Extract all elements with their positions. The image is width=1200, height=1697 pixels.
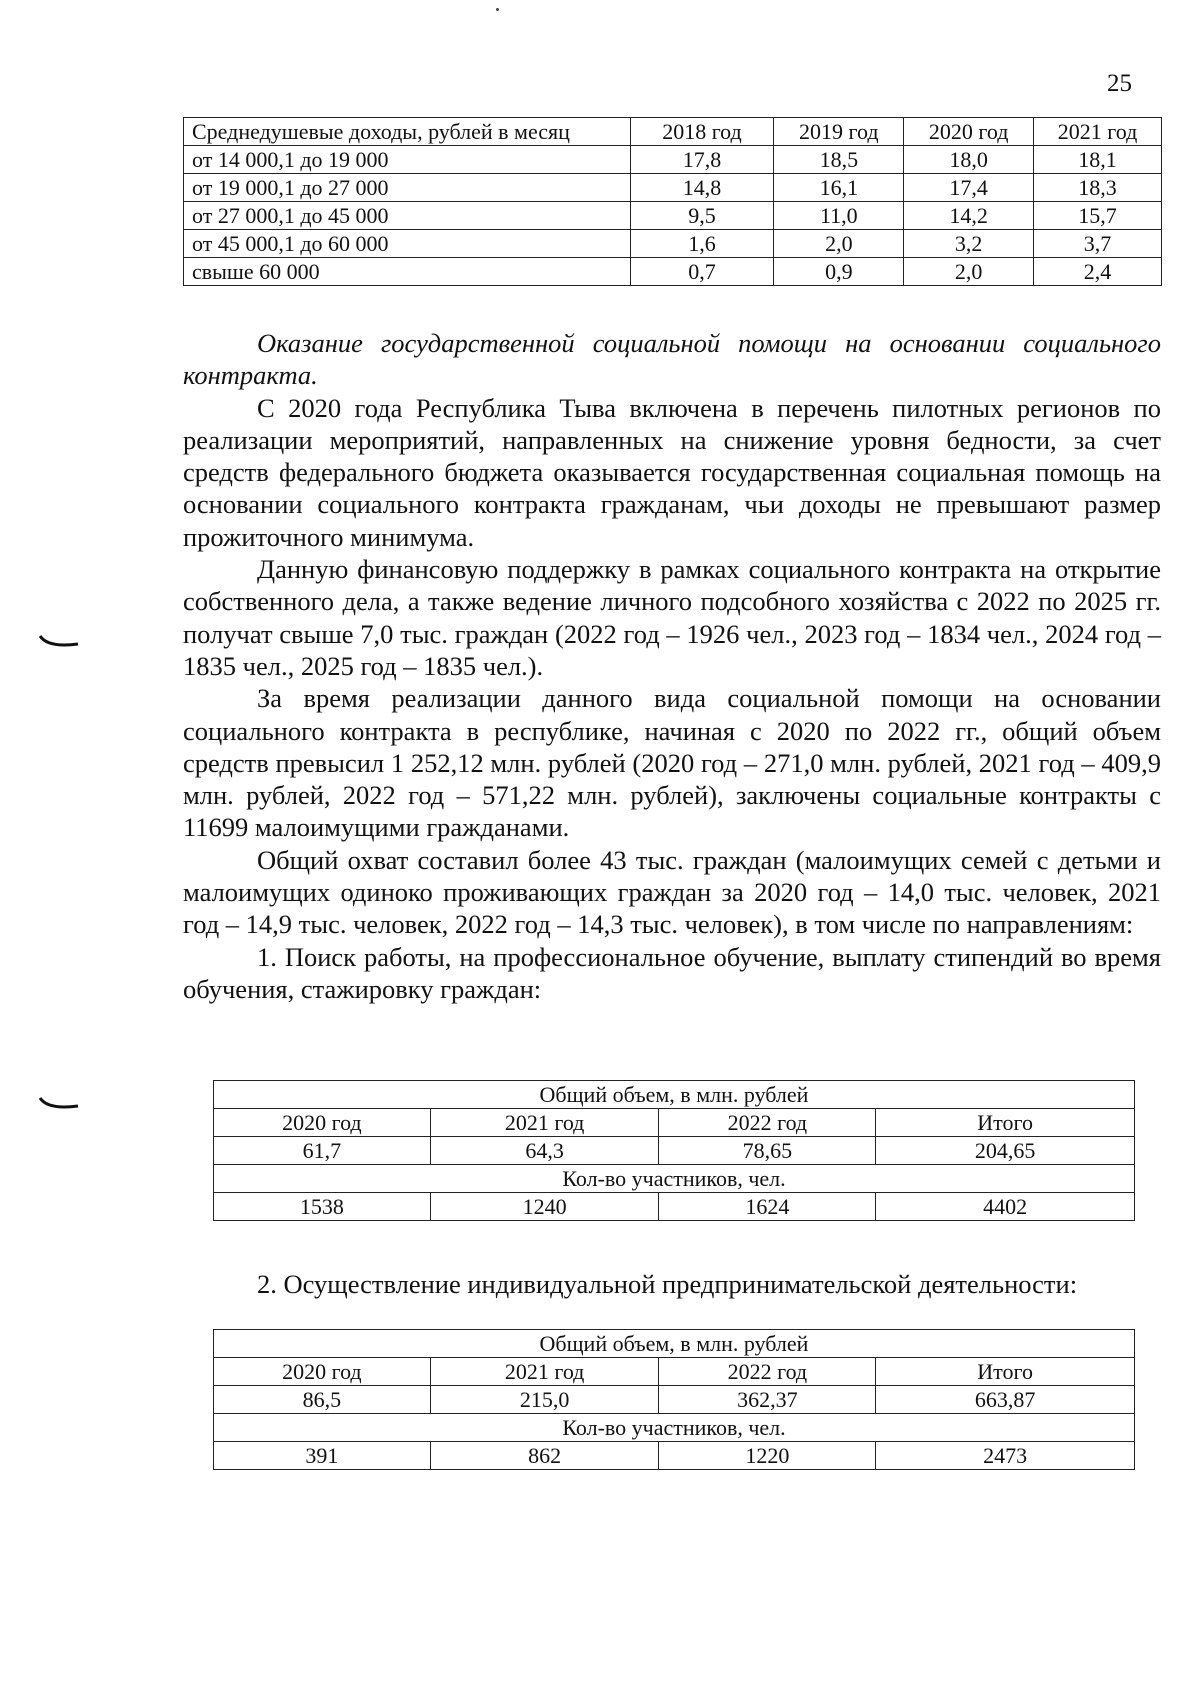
volume-header-cell: Общий объем, в млн. рублей: [214, 1081, 1135, 1109]
table-row: [184, 146, 1162, 174]
value-cell: 1220: [659, 1442, 876, 1470]
table-row: [184, 202, 1162, 230]
value-cell: 1538: [214, 1193, 431, 1221]
value-cell: 16,1: [774, 174, 904, 202]
table-header-row: [184, 118, 1162, 146]
total-header-cell: Итого: [876, 1109, 1135, 1137]
value-cell: 17,8: [630, 146, 774, 174]
total-cell: 204,65: [876, 1137, 1135, 1165]
entrepreneurship-table: [213, 1329, 1135, 1470]
value-cell: 2,4: [1034, 258, 1162, 286]
value-cell: 64,3: [430, 1137, 659, 1165]
value-cell: 391: [214, 1442, 431, 1470]
table-row: [214, 1358, 1135, 1386]
income-range-cell: свыше 60 000: [184, 258, 631, 286]
value-cell: 1,6: [630, 230, 774, 258]
header-cell: 2019 год: [774, 118, 904, 146]
year-header-cell: 2020 год: [214, 1358, 431, 1386]
year-header-cell: 2021 год: [430, 1109, 659, 1137]
income-range-cell: от 14 000,1 до 19 000: [184, 146, 631, 174]
page-number: 25: [1107, 70, 1132, 97]
value-cell: 2,0: [774, 230, 904, 258]
paragraph: Данную финансовую поддержку в рамках социального контракта на открытие собственного дела, а также ведение личного подсобного хозяйства с 2022 по 2025 гг. получат свыше 7,0 тыс. граждан (2022 год – 1926 чел., 2023 год – 1834 чел., 2024 год – 1835 чел., 2025 год – 1835 чел.).: [183, 554, 1161, 681]
value-cell: 9,5: [630, 202, 774, 230]
year-header-cell: 2021 год: [430, 1358, 659, 1386]
table-row: [214, 1386, 1135, 1414]
section-title: Оказание государственной социальной помощи на основании социального контракта.: [183, 328, 1161, 391]
value-cell: 14,2: [904, 202, 1034, 230]
total-header-cell: Итого: [876, 1358, 1135, 1386]
table-row: [214, 1109, 1135, 1137]
value-cell: 18,5: [774, 146, 904, 174]
value-cell: 18,3: [1034, 174, 1162, 202]
table-row: [184, 258, 1162, 286]
value-cell: 78,65: [659, 1137, 876, 1165]
value-cell: 18,0: [904, 146, 1034, 174]
value-cell: 11,0: [774, 202, 904, 230]
value-cell: 0,7: [630, 258, 774, 286]
paragraph: 1. Поиск работы, на профессиональное обучение, выплату стипендий во время обучения, стажировку граждан:: [183, 941, 1161, 1004]
value-cell: 862: [430, 1442, 659, 1470]
paragraph: Общий охват составил более 43 тыс. граждан (малоимущих семей с детьми и малоимущих одиноко проживающих граждан за 2020 год – 14,0 тыс. человек, 2021 год – 14,9 тыс. человек, 2022 год – 14,3 тыс. человек), в том числе по направлениям:: [183, 844, 1161, 940]
section-body: [183, 327, 1161, 1005]
year-header-cell: 2022 год: [659, 1358, 876, 1386]
volume-header-cell: Общий объем, в млн. рублей: [214, 1330, 1135, 1358]
value-cell: 3,2: [904, 230, 1034, 258]
value-cell: 14,8: [630, 174, 774, 202]
header-cell: 2020 год: [904, 118, 1034, 146]
year-header-cell: 2020 год: [214, 1109, 431, 1137]
participants-header-cell: Кол-во участников, чел.: [214, 1165, 1135, 1193]
income-range-cell: от 27 000,1 до 45 000: [184, 202, 631, 230]
value-cell: 362,37: [659, 1386, 876, 1414]
total-cell: 4402: [876, 1193, 1135, 1221]
table-row: [184, 174, 1162, 202]
value-cell: 3,7: [1034, 230, 1162, 258]
table-row: [214, 1330, 1135, 1358]
table-row: [214, 1137, 1135, 1165]
paragraph: С 2020 года Республика Тыва включена в перечень пилотных регионов по реализации мероприятий, направленных на снижение уровня бедности, за счет средств федерального бюджета оказывается государственная социальная помощь на основании социального контракта гражданам, чьи доходы не превышают размер прожиточного минимума.: [183, 392, 1161, 552]
total-cell: 2473: [876, 1442, 1135, 1470]
header-cell: 2018 год: [630, 118, 774, 146]
value-cell: 1624: [659, 1193, 876, 1221]
header-cell: Среднедушевые доходы, рублей в месяц: [184, 118, 631, 146]
value-cell: 0,9: [774, 258, 904, 286]
value-cell: 86,5: [214, 1386, 431, 1414]
value-cell: 61,7: [214, 1137, 431, 1165]
table-row: [214, 1081, 1135, 1109]
job-search-table: [213, 1080, 1135, 1221]
year-header-cell: 2022 год: [659, 1109, 876, 1137]
income-range-cell: от 19 000,1 до 27 000: [184, 174, 631, 202]
direction-2-title: 2. Осуществление индивидуальной предпринимательской деятельности:: [257, 1269, 1078, 1299]
scan-mark: [38, 634, 80, 652]
table-row: [184, 230, 1162, 258]
total-cell: 663,87: [876, 1386, 1135, 1414]
table-row: [214, 1414, 1135, 1442]
scan-dot: [496, 8, 499, 11]
value-cell: 15,7: [1034, 202, 1162, 230]
value-cell: 17,4: [904, 174, 1034, 202]
income-range-cell: от 45 000,1 до 60 000: [184, 230, 631, 258]
table-row: [214, 1165, 1135, 1193]
value-cell: 215,0: [430, 1386, 659, 1414]
table-row: [214, 1193, 1135, 1221]
scan-mark: [38, 1096, 80, 1114]
participants-header-cell: Кол-во участников, чел.: [214, 1414, 1135, 1442]
table-row: [214, 1442, 1135, 1470]
value-cell: 18,1: [1034, 146, 1162, 174]
header-cell: 2021 год: [1034, 118, 1162, 146]
paragraph: За время реализации данного вида социальной помощи на основании социального контракта в республике, начиная с 2020 по 2022 гг., общий объем средств превысил 1 252,12 млн. рублей (2020 год – 271,0 млн. рублей, 2021 год – 409,9 млн. рублей, 2022 год – 571,22 млн. рублей), заключены социальные контракты с 11699 малоимущими гражданами.: [183, 683, 1161, 843]
income-distribution-table: [183, 117, 1162, 286]
value-cell: 2,0: [904, 258, 1034, 286]
value-cell: 1240: [430, 1193, 659, 1221]
